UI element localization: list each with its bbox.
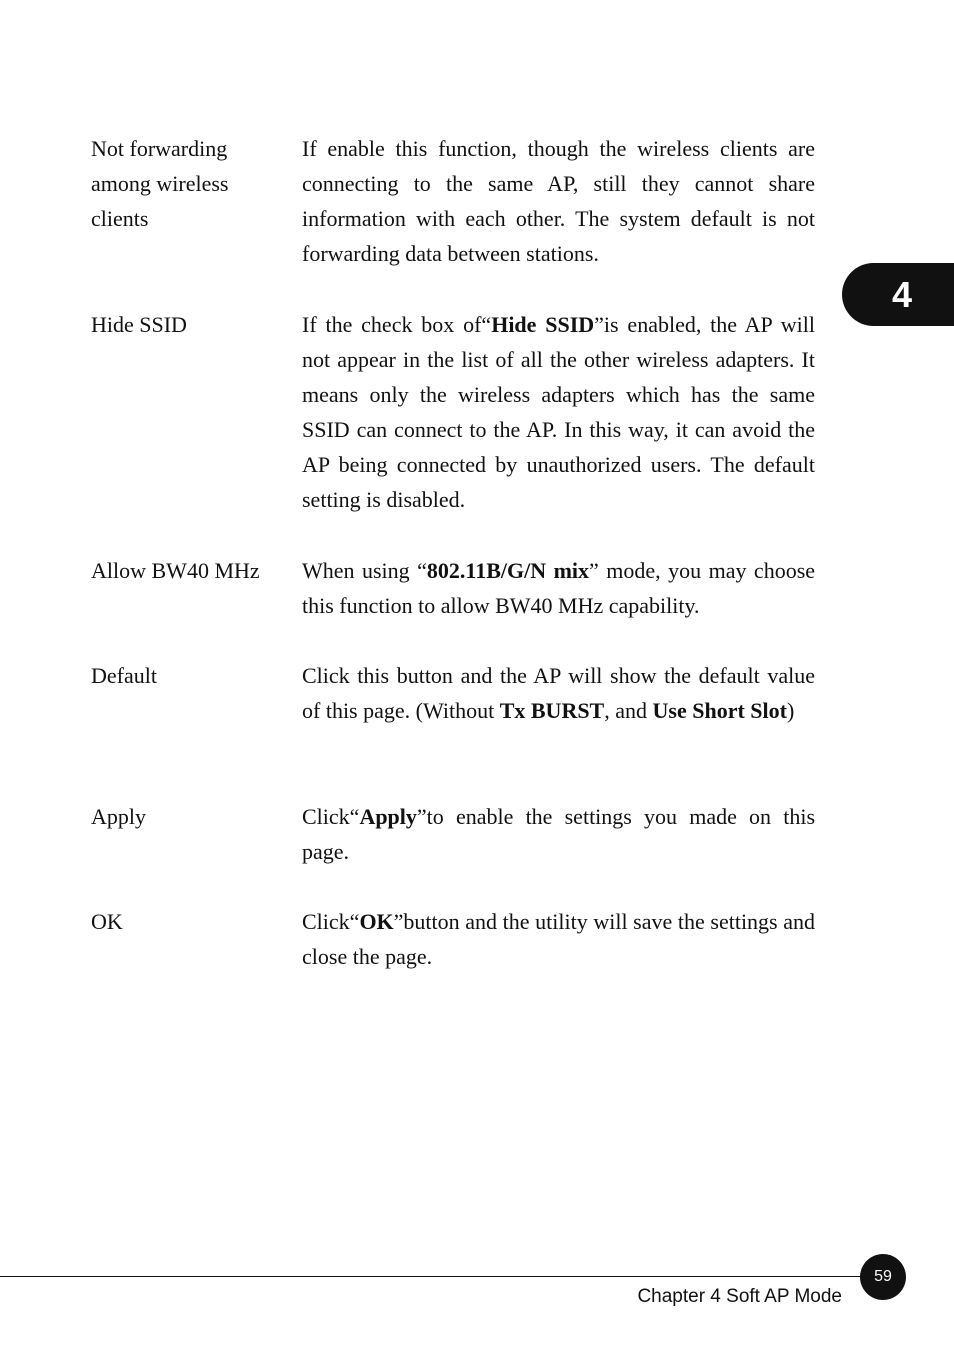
entry-term: Not forwarding among wireless clients [91, 136, 229, 232]
description-text: ) [786, 698, 795, 724]
description-text: ”to enable the settings you made on this page. [302, 804, 815, 865]
entry-description [302, 658, 815, 728]
description-text: Click“ [302, 804, 360, 829]
description-text: Click“ [302, 909, 360, 934]
entry-term: Allow BW40 MHz [91, 558, 260, 583]
footer-chapter-title: Chapter 4 Soft AP Mode [637, 1286, 842, 1307]
page-number: 59 [860, 1254, 906, 1300]
emphasis-text: Tx BURST [499, 698, 605, 724]
emphasis-text: OK [359, 909, 394, 934]
description-text: When using “ [302, 558, 427, 583]
entry-description [302, 131, 815, 271]
entry-term: Default [91, 663, 157, 688]
entry-term: Hide SSID [91, 312, 187, 337]
emphasis-text: Use Short Slot [652, 698, 787, 724]
description-text: ”is enabled, the AP will not appear in the list of all the other wireless adapters. It means only the wireless adapters which has the same SSID can connect to the AP. In this way, it can avoid the AP being connected by unauthorized users. The default setting is disabled. [302, 312, 815, 513]
chapter-tab: 4 [842, 263, 954, 326]
footer-rule [0, 1276, 870, 1277]
entry-description [302, 307, 815, 518]
description-text: ”button and the utility will save the settings and close the page. [302, 909, 815, 970]
emphasis-text: Hide SSID [491, 312, 595, 337]
description-text: If the check box of“ [302, 312, 492, 337]
description-text: ” mode, you may choose this function to allow BW40 MHz capability. [302, 558, 816, 619]
emphasis-text: 802.11B/G/N mix [426, 558, 590, 583]
description-text: If enable this function, though the wireless clients are connecting to the same AP, still they cannot share information with each other. The system default is not forwarding data between stations. [302, 136, 815, 267]
description-text: , and [604, 698, 653, 724]
entry-term: Apply [91, 804, 146, 829]
emphasis-text: Apply [359, 804, 417, 829]
entry-term: OK [91, 909, 123, 934]
entry-description [302, 799, 815, 869]
entry-description [302, 904, 815, 974]
description-text: Click this button and the AP will show the default value of this page. (Without [302, 663, 815, 724]
entry-description [302, 553, 815, 623]
